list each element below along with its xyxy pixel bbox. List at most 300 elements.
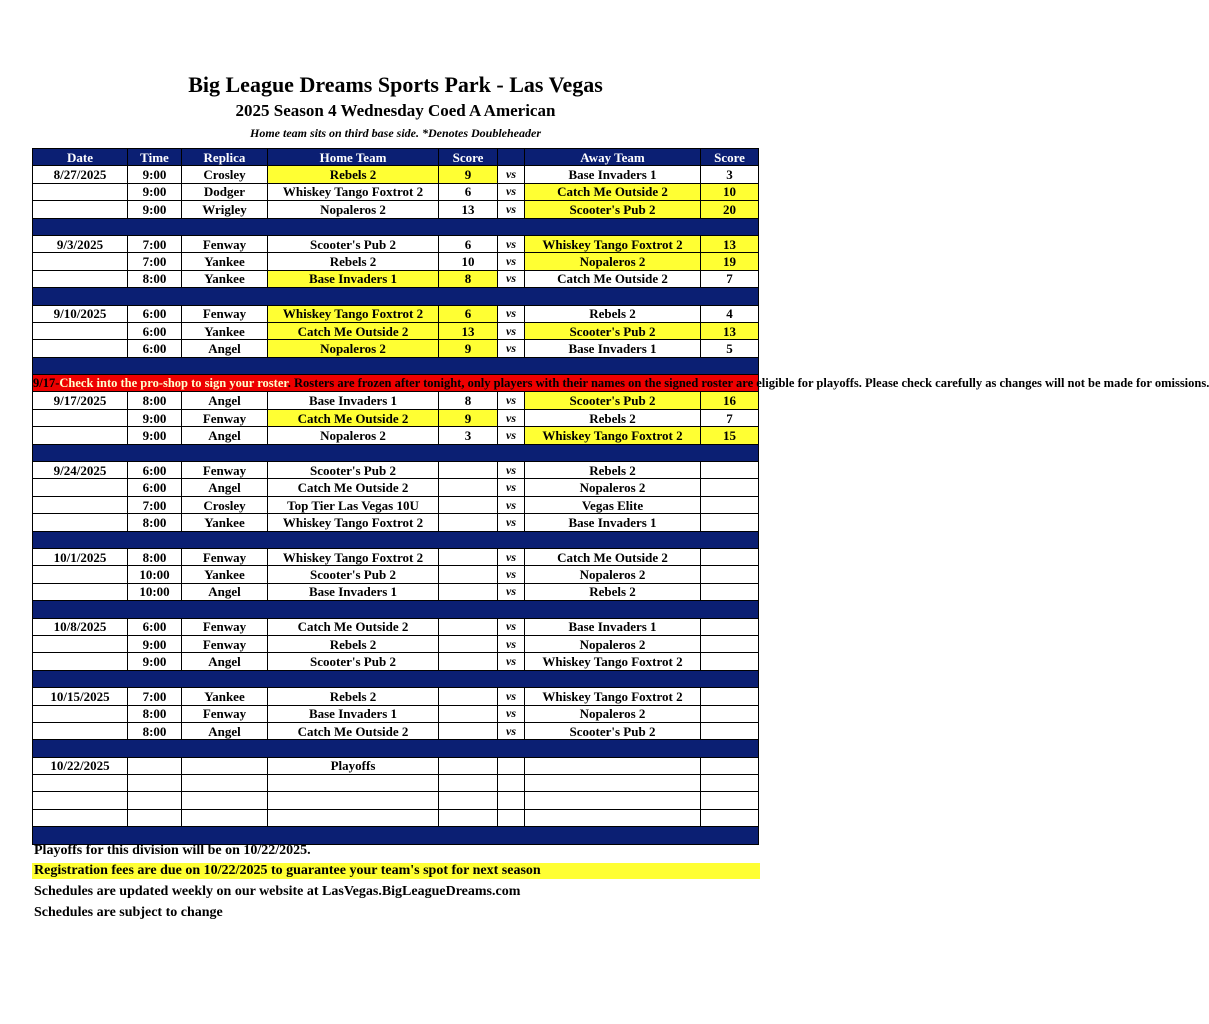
separator-row [33, 218, 759, 235]
vs-cell: vs [498, 618, 525, 635]
away-score-cell [701, 548, 759, 565]
home-team-cell: Catch Me Outside 2 [268, 722, 439, 739]
time-cell: 6:00 [128, 322, 182, 339]
col-away-team: Away Team [525, 149, 701, 166]
away-team-cell [525, 792, 701, 809]
game-row [33, 688, 759, 705]
date-cell [33, 270, 128, 287]
home-team-cell: Scooter's Pub 2 [268, 235, 439, 252]
notice-text: . Rosters are frozen after tonight, only players with their names on the signed roster are eligible for playoffs. Please check carefully as changes will not be made for omissions. [287, 375, 1209, 390]
away-score-cell: 5 [701, 340, 759, 357]
game-row [33, 548, 759, 565]
game-row [33, 775, 759, 792]
game-row [33, 270, 759, 287]
date-cell [33, 409, 128, 426]
away-team-cell: Whiskey Tango Foxtrot 2 [525, 688, 701, 705]
away-score-cell [701, 618, 759, 635]
vs-cell: vs [498, 322, 525, 339]
away-team-cell: Scooter's Pub 2 [525, 201, 701, 218]
date-cell [33, 583, 128, 600]
separator-cell [33, 531, 759, 548]
away-team-cell: Nopaleros 2 [525, 253, 701, 270]
date-cell [33, 809, 128, 826]
home-team-cell: Nopaleros 2 [268, 201, 439, 218]
col-date: Date [33, 149, 128, 166]
schedule-table [32, 148, 1209, 845]
time-cell: 10:00 [128, 566, 182, 583]
home-team-cell: Base Invaders 1 [268, 270, 439, 287]
home-score-cell: 8 [439, 392, 498, 409]
home-team-cell [268, 775, 439, 792]
away-team-cell: Catch Me Outside 2 [525, 548, 701, 565]
home-team-cell: Catch Me Outside 2 [268, 409, 439, 426]
date-cell: 10/22/2025 [33, 757, 128, 774]
replica-cell: Fenway [182, 618, 268, 635]
away-score-cell [701, 757, 759, 774]
vs-cell: vs [498, 427, 525, 444]
away-score-cell [701, 462, 759, 479]
home-score-cell [439, 809, 498, 826]
separator-cell [33, 357, 759, 374]
game-row [33, 409, 759, 426]
away-score-cell: 10 [701, 183, 759, 200]
replica-cell: Angel [182, 479, 268, 496]
game-row [33, 322, 759, 339]
home-team-cell: Nopaleros 2 [268, 427, 439, 444]
vs-cell: vs [498, 270, 525, 287]
away-score-cell: 3 [701, 166, 759, 183]
time-cell: 6:00 [128, 618, 182, 635]
home-team-cell: Rebels 2 [268, 688, 439, 705]
vs-cell: vs [498, 409, 525, 426]
col-home-team: Home Team [268, 149, 439, 166]
time-cell: 9:00 [128, 201, 182, 218]
website-note: Schedules are updated weekly on our website at LasVegas.BigLeagueDreams.com [34, 884, 521, 899]
away-score-cell [701, 514, 759, 531]
roster-notice [33, 375, 1209, 392]
replica-cell: Fenway [182, 462, 268, 479]
away-team-cell: Nopaleros 2 [525, 479, 701, 496]
notice-date: 9/17- [33, 375, 60, 390]
home-score-cell: 9 [439, 409, 498, 426]
separator-cell [33, 740, 759, 757]
away-team-cell: Nopaleros 2 [525, 635, 701, 652]
game-row [33, 809, 759, 826]
game-row [33, 340, 759, 357]
away-score-cell [701, 566, 759, 583]
game-row [33, 427, 759, 444]
away-score-cell: 19 [701, 253, 759, 270]
roster-notice-row [33, 375, 759, 392]
away-team-cell: Whiskey Tango Foxtrot 2 [525, 653, 701, 670]
home-team-cell: Top Tier Las Vegas 10U [268, 496, 439, 513]
home-score-cell [439, 479, 498, 496]
time-cell: 9:00 [128, 635, 182, 652]
time-cell: 9:00 [128, 183, 182, 200]
time-cell: 9:00 [128, 166, 182, 183]
replica-cell: Angel [182, 340, 268, 357]
vs-cell: vs [498, 392, 525, 409]
home-team-cell: Base Invaders 1 [268, 392, 439, 409]
separator-row [33, 531, 759, 548]
game-row [33, 722, 759, 739]
home-score-cell [439, 653, 498, 670]
playoffs-note: Playoffs for this division will be on 10/22/2025. [34, 843, 311, 858]
replica-cell: Fenway [182, 409, 268, 426]
away-score-cell [701, 479, 759, 496]
game-row [33, 635, 759, 652]
home-score-cell: 3 [439, 427, 498, 444]
notice-highlight: Check into the pro-shop to sign your roster [59, 375, 288, 390]
home-team-cell: Catch Me Outside 2 [268, 479, 439, 496]
replica-cell: Fenway [182, 235, 268, 252]
replica-cell [182, 757, 268, 774]
separator-cell [33, 288, 759, 305]
time-cell: 9:00 [128, 409, 182, 426]
away-team-cell: Rebels 2 [525, 409, 701, 426]
replica-cell: Fenway [182, 705, 268, 722]
vs-cell: vs [498, 479, 525, 496]
time-cell: 8:00 [128, 514, 182, 531]
away-score-cell [701, 583, 759, 600]
col-replica: Replica [182, 149, 268, 166]
replica-cell: Angel [182, 583, 268, 600]
home-team-cell: Rebels 2 [268, 253, 439, 270]
home-team-cell: Whiskey Tango Foxtrot 2 [268, 305, 439, 322]
registration-note: Registration fees are due on 10/22/2025 to guarantee your team's spot for next season [32, 863, 760, 879]
replica-cell: Yankee [182, 322, 268, 339]
replica-cell [182, 775, 268, 792]
date-cell [33, 183, 128, 200]
game-row [33, 792, 759, 809]
home-team-cell: Rebels 2 [268, 635, 439, 652]
vs-cell: vs [498, 635, 525, 652]
game-row [33, 479, 759, 496]
vs-cell: vs [498, 235, 525, 252]
away-team-cell: Rebels 2 [525, 583, 701, 600]
replica-cell: Yankee [182, 514, 268, 531]
time-cell: 8:00 [128, 705, 182, 722]
date-cell: 9/3/2025 [33, 235, 128, 252]
time-cell: 7:00 [128, 688, 182, 705]
time-cell [128, 775, 182, 792]
away-team-cell: Scooter's Pub 2 [525, 722, 701, 739]
away-score-cell [701, 635, 759, 652]
date-cell [33, 705, 128, 722]
replica-cell: Fenway [182, 305, 268, 322]
time-cell: 9:00 [128, 427, 182, 444]
away-team-cell: Nopaleros 2 [525, 566, 701, 583]
vs-cell: vs [498, 340, 525, 357]
home-score-cell [439, 792, 498, 809]
col-home-score: Score [439, 149, 498, 166]
game-row [33, 166, 759, 183]
page-subtitle: 2025 Season 4 Wednesday Coed A American [235, 101, 556, 120]
date-cell [33, 340, 128, 357]
separator-row [33, 601, 759, 618]
vs-cell: vs [498, 166, 525, 183]
col-vs [498, 149, 525, 166]
replica-cell [182, 809, 268, 826]
home-team-cell: Scooter's Pub 2 [268, 566, 439, 583]
time-cell [128, 757, 182, 774]
time-cell: 6:00 [128, 479, 182, 496]
away-team-cell: Whiskey Tango Foxtrot 2 [525, 427, 701, 444]
vs-cell: vs [498, 705, 525, 722]
home-team-cell: Whiskey Tango Foxtrot 2 [268, 548, 439, 565]
home-score-cell [439, 722, 498, 739]
game-row [33, 583, 759, 600]
home-score-cell [439, 462, 498, 479]
replica-cell: Angel [182, 653, 268, 670]
away-score-cell [701, 809, 759, 826]
vs-cell: vs [498, 253, 525, 270]
vs-cell: vs [498, 462, 525, 479]
time-cell: 6:00 [128, 305, 182, 322]
game-row [33, 514, 759, 531]
replica-cell: Wrigley [182, 201, 268, 218]
game-row [33, 653, 759, 670]
date-cell [33, 566, 128, 583]
date-cell: 9/24/2025 [33, 462, 128, 479]
home-score-cell [439, 618, 498, 635]
time-cell [128, 792, 182, 809]
away-team-cell: Whiskey Tango Foxtrot 2 [525, 235, 701, 252]
date-cell [33, 722, 128, 739]
away-score-cell [701, 792, 759, 809]
replica-cell: Fenway [182, 548, 268, 565]
game-row [33, 253, 759, 270]
date-cell [33, 496, 128, 513]
home-score-cell: 10 [439, 253, 498, 270]
away-team-cell: Rebels 2 [525, 305, 701, 322]
date-cell: 9/17/2025 [33, 392, 128, 409]
date-cell [33, 653, 128, 670]
away-score-cell: 7 [701, 409, 759, 426]
separator-row [33, 444, 759, 461]
home-team-cell: Catch Me Outside 2 [268, 618, 439, 635]
away-team-cell [525, 809, 701, 826]
replica-cell: Crosley [182, 166, 268, 183]
away-score-cell: 4 [701, 305, 759, 322]
time-cell: 10:00 [128, 583, 182, 600]
separator-cell [33, 670, 759, 687]
away-team-cell: Catch Me Outside 2 [525, 183, 701, 200]
home-team-cell: Scooter's Pub 2 [268, 653, 439, 670]
away-team-cell [525, 757, 701, 774]
home-team-cell: Nopaleros 2 [268, 340, 439, 357]
date-cell: 9/10/2025 [33, 305, 128, 322]
away-team-cell: Base Invaders 1 [525, 340, 701, 357]
home-score-cell: 9 [439, 166, 498, 183]
date-cell [33, 201, 128, 218]
col-away-score: Score [701, 149, 759, 166]
vs-cell: vs [498, 653, 525, 670]
home-score-cell: 9 [439, 340, 498, 357]
game-row [33, 235, 759, 252]
away-score-cell [701, 688, 759, 705]
home-score-cell [439, 775, 498, 792]
home-team-cell [268, 792, 439, 809]
game-row [33, 705, 759, 722]
replica-cell: Yankee [182, 688, 268, 705]
home-score-cell: 13 [439, 201, 498, 218]
home-team-cell: Catch Me Outside 2 [268, 322, 439, 339]
separator-row [33, 288, 759, 305]
game-row [33, 201, 759, 218]
vs-cell [498, 809, 525, 826]
home-score-cell [439, 757, 498, 774]
away-score-cell [701, 496, 759, 513]
away-team-cell: Vegas Elite [525, 496, 701, 513]
game-row [33, 496, 759, 513]
separator-row [33, 827, 759, 844]
away-team-cell: Rebels 2 [525, 462, 701, 479]
vs-cell: vs [498, 688, 525, 705]
time-cell: 7:00 [128, 496, 182, 513]
separator-cell [33, 601, 759, 618]
replica-cell: Angel [182, 427, 268, 444]
date-cell: 10/1/2025 [33, 548, 128, 565]
home-team-cell: Scooter's Pub 2 [268, 462, 439, 479]
game-row [33, 566, 759, 583]
date-cell [33, 427, 128, 444]
replica-cell: Fenway [182, 635, 268, 652]
home-team-cell: Whiskey Tango Foxtrot 2 [268, 183, 439, 200]
vs-cell [498, 757, 525, 774]
vs-cell: vs [498, 183, 525, 200]
vs-cell: vs [498, 566, 525, 583]
time-cell: 7:00 [128, 235, 182, 252]
away-score-cell: 13 [701, 322, 759, 339]
separator-cell [33, 827, 759, 844]
game-row [33, 305, 759, 322]
date-cell: 8/27/2025 [33, 166, 128, 183]
home-score-cell: 6 [439, 183, 498, 200]
home-team-cell: Playoffs [268, 757, 439, 774]
away-score-cell [701, 775, 759, 792]
vs-cell: vs [498, 201, 525, 218]
away-team-cell: Scooter's Pub 2 [525, 392, 701, 409]
date-cell [33, 775, 128, 792]
vs-cell: vs [498, 548, 525, 565]
date-cell [33, 253, 128, 270]
time-cell: 7:00 [128, 253, 182, 270]
date-cell [33, 514, 128, 531]
away-score-cell [701, 705, 759, 722]
replica-cell: Dodger [182, 183, 268, 200]
vs-cell [498, 775, 525, 792]
away-score-cell: 7 [701, 270, 759, 287]
away-team-cell: Nopaleros 2 [525, 705, 701, 722]
home-score-cell [439, 548, 498, 565]
vs-cell: vs [498, 305, 525, 322]
away-score-cell: 16 [701, 392, 759, 409]
replica-cell [182, 792, 268, 809]
time-cell: 8:00 [128, 722, 182, 739]
home-score-cell: 6 [439, 235, 498, 252]
away-score-cell [701, 722, 759, 739]
replica-cell: Yankee [182, 253, 268, 270]
game-row [33, 757, 759, 774]
game-row [33, 392, 759, 409]
time-cell: 8:00 [128, 270, 182, 287]
vs-cell: vs [498, 496, 525, 513]
time-cell [128, 809, 182, 826]
home-team-cell: Rebels 2 [268, 166, 439, 183]
away-team-cell: Base Invaders 1 [525, 166, 701, 183]
time-cell: 8:00 [128, 392, 182, 409]
time-cell: 6:00 [128, 340, 182, 357]
away-team-cell: Catch Me Outside 2 [525, 270, 701, 287]
home-team-cell: Base Invaders 1 [268, 583, 439, 600]
replica-cell: Angel [182, 722, 268, 739]
home-score-cell [439, 705, 498, 722]
replica-cell: Yankee [182, 270, 268, 287]
home-team-note: Home team sits on third base side. *Denotes Doubleheader [250, 126, 541, 140]
away-score-cell: 20 [701, 201, 759, 218]
date-cell: 10/15/2025 [33, 688, 128, 705]
vs-cell: vs [498, 514, 525, 531]
replica-cell: Angel [182, 392, 268, 409]
separator-row [33, 670, 759, 687]
home-score-cell: 6 [439, 305, 498, 322]
home-score-cell: 8 [439, 270, 498, 287]
time-cell: 8:00 [128, 548, 182, 565]
separator-row [33, 740, 759, 757]
time-cell: 9:00 [128, 653, 182, 670]
game-row [33, 618, 759, 635]
col-time: Time [128, 149, 182, 166]
home-score-cell: 13 [439, 322, 498, 339]
away-score-cell [701, 653, 759, 670]
vs-cell [498, 792, 525, 809]
separator-row [33, 357, 759, 374]
header-row [33, 149, 759, 166]
page-title: Big League Dreams Sports Park - Las Vegas [188, 72, 603, 97]
replica-cell: Crosley [182, 496, 268, 513]
home-score-cell [439, 688, 498, 705]
home-team-cell: Whiskey Tango Foxtrot 2 [268, 514, 439, 531]
away-score-cell: 15 [701, 427, 759, 444]
date-cell: 10/8/2025 [33, 618, 128, 635]
date-cell [33, 479, 128, 496]
date-cell [33, 322, 128, 339]
replica-cell: Yankee [182, 566, 268, 583]
home-score-cell [439, 514, 498, 531]
home-score-cell [439, 583, 498, 600]
vs-cell: vs [498, 722, 525, 739]
game-row [33, 462, 759, 479]
home-score-cell [439, 566, 498, 583]
date-cell [33, 635, 128, 652]
home-score-cell [439, 496, 498, 513]
away-team-cell: Base Invaders 1 [525, 514, 701, 531]
home-team-cell [268, 809, 439, 826]
separator-cell [33, 218, 759, 235]
away-team-cell: Base Invaders 1 [525, 618, 701, 635]
date-cell [33, 792, 128, 809]
home-team-cell: Base Invaders 1 [268, 705, 439, 722]
away-team-cell [525, 775, 701, 792]
away-team-cell: Scooter's Pub 2 [525, 322, 701, 339]
time-cell: 6:00 [128, 462, 182, 479]
home-score-cell [439, 635, 498, 652]
vs-cell: vs [498, 583, 525, 600]
subject-to-change-note: Schedules are subject to change [34, 905, 223, 920]
separator-cell [33, 444, 759, 461]
game-row [33, 183, 759, 200]
